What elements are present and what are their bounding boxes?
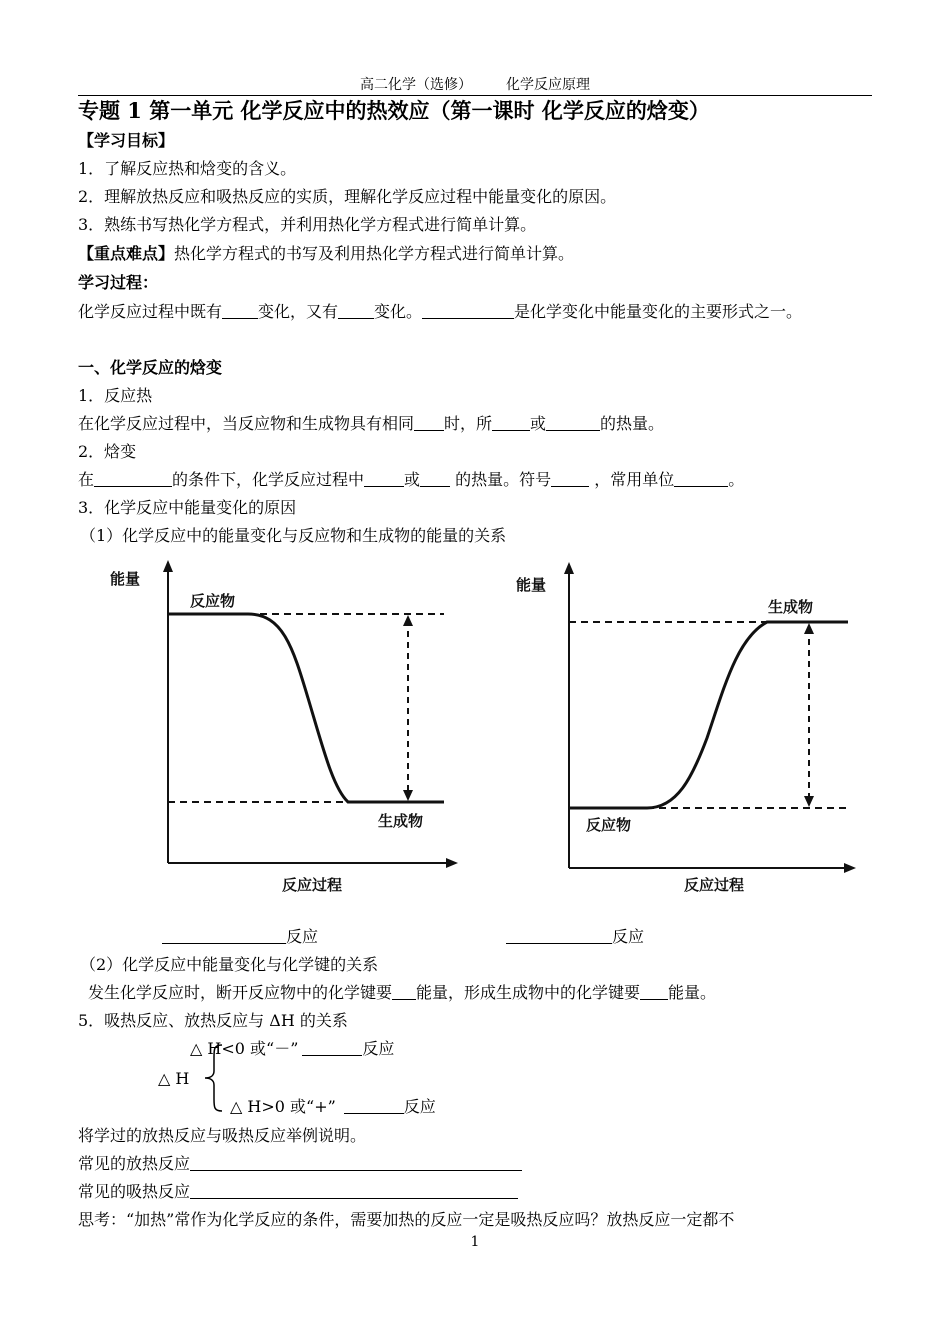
- section1-heading: 一、化学反应的焓变: [78, 358, 223, 377]
- fill-blank[interactable]: [190, 1182, 518, 1199]
- text-run: 或: [530, 414, 547, 433]
- key-points-label: 【重点难点】: [78, 244, 175, 263]
- text-run: 常见的放热反应: [78, 1154, 191, 1173]
- fill-blank[interactable]: [338, 302, 374, 319]
- intro-text: 变化。: [374, 302, 423, 321]
- think-question: 思考：“加热”常作为化学反应的条件，需要加热的反应一定是吸热反应吗？放热反应一定都不: [78, 1210, 735, 1229]
- fill-blank[interactable]: [546, 414, 600, 431]
- high-label: 反应物: [190, 592, 236, 610]
- text-run: △ H>0 或“+”: [230, 1097, 336, 1116]
- reaction-heat-heading: 1．反应热: [78, 386, 153, 405]
- caption-text: 反应: [286, 927, 319, 946]
- y-axis-arrow: [163, 560, 173, 572]
- fill-blank[interactable]: [506, 927, 612, 944]
- cause-heading: 3．化学反应中能量变化的原因: [78, 498, 297, 517]
- arrowhead-up: [403, 615, 413, 626]
- y-axis-arrow: [564, 562, 574, 574]
- page-number: 1: [470, 1234, 480, 1250]
- text-run: 反应: [362, 1039, 395, 1058]
- intro-text: 变化，又有: [258, 302, 339, 321]
- text-run: 能量，形成生成物中的化学键要: [416, 983, 641, 1002]
- exothermic-energy-diagram: [108, 558, 464, 898]
- dh-label: △ H: [158, 1069, 190, 1088]
- text-run: ，常用单位: [589, 470, 675, 489]
- caption-text: 反应: [612, 927, 645, 946]
- fill-blank[interactable]: [162, 927, 286, 944]
- header-subject: 化学反应原理: [506, 77, 590, 93]
- reaction-heat-text: [78, 411, 874, 437]
- relation-heading: 5．吸热反应、放热反应与 ΔH 的关系: [78, 1011, 348, 1030]
- x-axis-label: 反应过程: [282, 876, 343, 894]
- objective-item: 2．理解放热反应和吸热反应的实质，理解化学反应过程中能量变化的原因。: [78, 187, 617, 206]
- x-axis-arrow: [446, 858, 458, 868]
- cause-sub1: （1）化学反应中的能量变化与反应物和生成物的能量的关系: [80, 526, 507, 545]
- fill-blank[interactable]: [94, 470, 172, 487]
- page-title: 专题 1 第一单元 化学反应中的热效应（第一课时 化学反应的焓变）: [78, 98, 710, 123]
- text-run: △ H<0 或“－”: [190, 1039, 299, 1058]
- fill-blank[interactable]: [344, 1097, 404, 1114]
- curly-brace: [202, 1043, 226, 1113]
- fill-blank[interactable]: [190, 1154, 522, 1171]
- text-run: 发生化学反应时，断开反应物中的化学键要: [88, 983, 393, 1002]
- objective-item: 3．熟练书写热化学方程式，并利用热化学方程式进行简单计算。: [78, 215, 537, 234]
- fill-blank[interactable]: [640, 983, 668, 1000]
- cause-sub2: （2）化学反应中能量变化与化学键的关系: [80, 955, 379, 974]
- endothermic-energy-diagram: [512, 558, 864, 898]
- x-axis-label: 反应过程: [684, 876, 745, 894]
- arrowhead-down: [403, 790, 413, 801]
- energy-curve: [569, 622, 848, 808]
- bond-text: [88, 980, 884, 1006]
- key-points: [78, 241, 874, 267]
- text-run: 能量。: [668, 983, 717, 1002]
- text-run: 的条件下，化学反应过程中: [172, 470, 365, 489]
- objective-item: 1．了解反应热和焓变的含义。: [78, 159, 297, 178]
- text-run: 常见的吸热反应: [78, 1182, 191, 1201]
- fill-blank[interactable]: [551, 470, 589, 487]
- energy-curve: [168, 614, 444, 802]
- fill-blank[interactable]: [222, 302, 258, 319]
- intro-text: 是化学变化中能量变化的主要形式之一。: [514, 302, 803, 321]
- fill-blank[interactable]: [302, 1039, 362, 1056]
- fill-blank[interactable]: [364, 470, 404, 487]
- text-run: 在: [78, 470, 95, 489]
- y-axis-label: 能量: [516, 576, 547, 594]
- left-chart-caption: [162, 924, 422, 950]
- arrowhead-down: [804, 796, 814, 807]
- low-label: 生成物: [378, 812, 424, 830]
- dh-positive: [230, 1094, 630, 1120]
- exothermic-examples: [78, 1151, 874, 1177]
- text-run: 的热量。符号: [450, 470, 552, 489]
- text-run: 或: [404, 470, 421, 489]
- fill-blank[interactable]: [414, 414, 444, 431]
- text-run: 在化学反应过程中，当反应物和生成物具有相同: [78, 414, 415, 433]
- text-run: 反应: [403, 1097, 436, 1116]
- dh-negative: [190, 1036, 590, 1062]
- intro-paragraph: [78, 298, 874, 326]
- fill-blank[interactable]: [492, 414, 530, 431]
- intro-text: 化学反应过程中既有: [78, 302, 223, 321]
- enthalpy-change-text: [78, 467, 874, 493]
- text-run: 时，所: [444, 414, 493, 433]
- high-label: 生成物: [768, 598, 814, 616]
- running-header: [0, 76, 950, 94]
- fill-blank[interactable]: [392, 983, 416, 1000]
- fill-blank[interactable]: [674, 470, 728, 487]
- process-heading: 学习过程：: [78, 273, 159, 292]
- enthalpy-change-heading: 2．焓变: [78, 442, 137, 461]
- text-run: 的热量。: [600, 414, 665, 433]
- endothermic-examples: [78, 1179, 874, 1205]
- low-label: 反应物: [586, 816, 632, 834]
- right-chart-caption: [506, 924, 766, 950]
- fill-blank[interactable]: [422, 302, 514, 319]
- text-run: 。: [728, 470, 745, 489]
- y-axis-label: 能量: [110, 570, 141, 588]
- key-points-text: 热化学方程式的书写及利用热化学方程式进行简单计算。: [174, 244, 575, 263]
- fill-blank[interactable]: [420, 470, 450, 487]
- header-course: 高二化学（选修）: [360, 77, 472, 93]
- arrowhead-up: [804, 623, 814, 634]
- objectives-heading: 【学习目标】: [78, 131, 175, 150]
- x-axis-arrow: [844, 863, 856, 873]
- examples-intro: 将学过的放热反应与吸热反应举例说明。: [78, 1126, 367, 1145]
